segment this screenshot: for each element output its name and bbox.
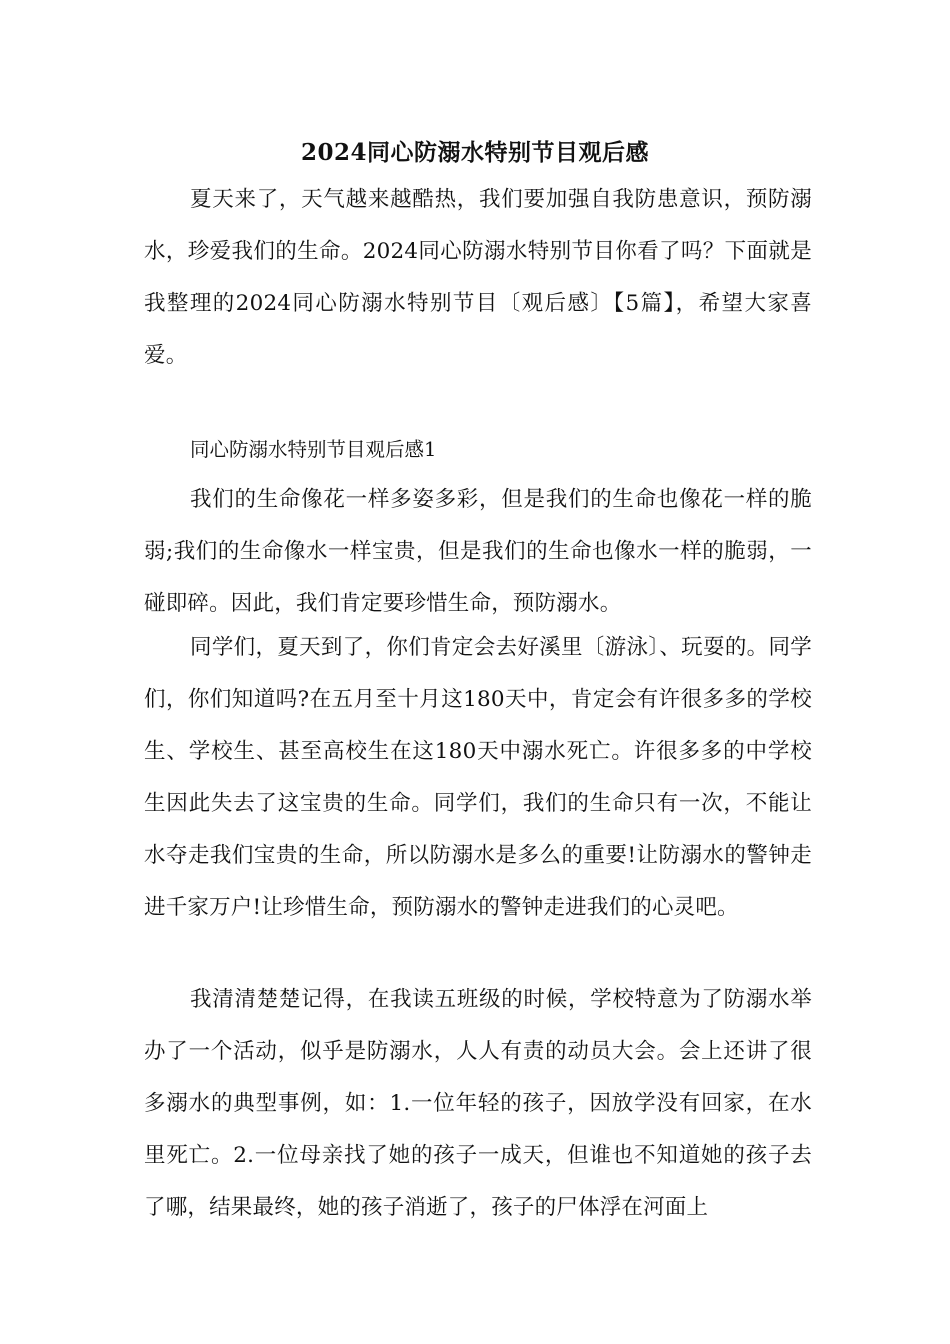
body-paragraph: 我清清楚楚记得，在我读五班级的时候，学校特意为了防溺水举办了一个活动，似乎是防溺水，人人有责的动员大会。会上还讲了很多溺水的典型事例，如：1.一位年轻的孩子，因放学没有回家，在水里死亡。2.一位母亲找了她的孩子一成天，但谁也不知道她的孩子去了哪，结果最终，她的孩子消逝了，孩子的尸体浮在河面上 — [144, 987, 812, 1220]
document-title: 2024同心防溺水特别节目观后感 — [300, 139, 649, 166]
body-paragraph: 我们的生命像花一样多姿多彩，但是我们的生命也像花一样的脆弱;我们的生命像水一样宝贵，但是我们的生命也像水一样的脆弱，一碰即碎。因此，我们肯定要珍惜生命，预防溺水。 — [144, 487, 812, 616]
intro-paragraph: 夏天来了，天气越来越酷热，我们要加强自我防患意识，预防溺水，珍爱我们的生命。2024同心防溺水特别节目你看了吗？下面就是我整理的2024同心防溺水特别节目〔观后感〕【5篇】，希望大家喜爱。 — [144, 187, 812, 368]
body-paragraph: 同学们，夏天到了，你们肯定会去好溪里〔游泳〕、玩耍的。同学们，你们知道吗?在五月至十月这180天中，肯定会有许很多多的学校生、学校生、甚至高校生在这180天中溺水死亡。许很多多的中学校生因此失去了这宝贵的生命。同学们，我们的生命只有一次，不能让水夺走我们宝贵的生命，所以防溺水是多么的重要!让防溺水的警钟走进千家万户!让珍惜生命，预防溺水的警钟走进我们的心灵吧。 — [144, 635, 812, 920]
section-heading: 同心防溺水特别节目观后感1 — [190, 438, 437, 461]
